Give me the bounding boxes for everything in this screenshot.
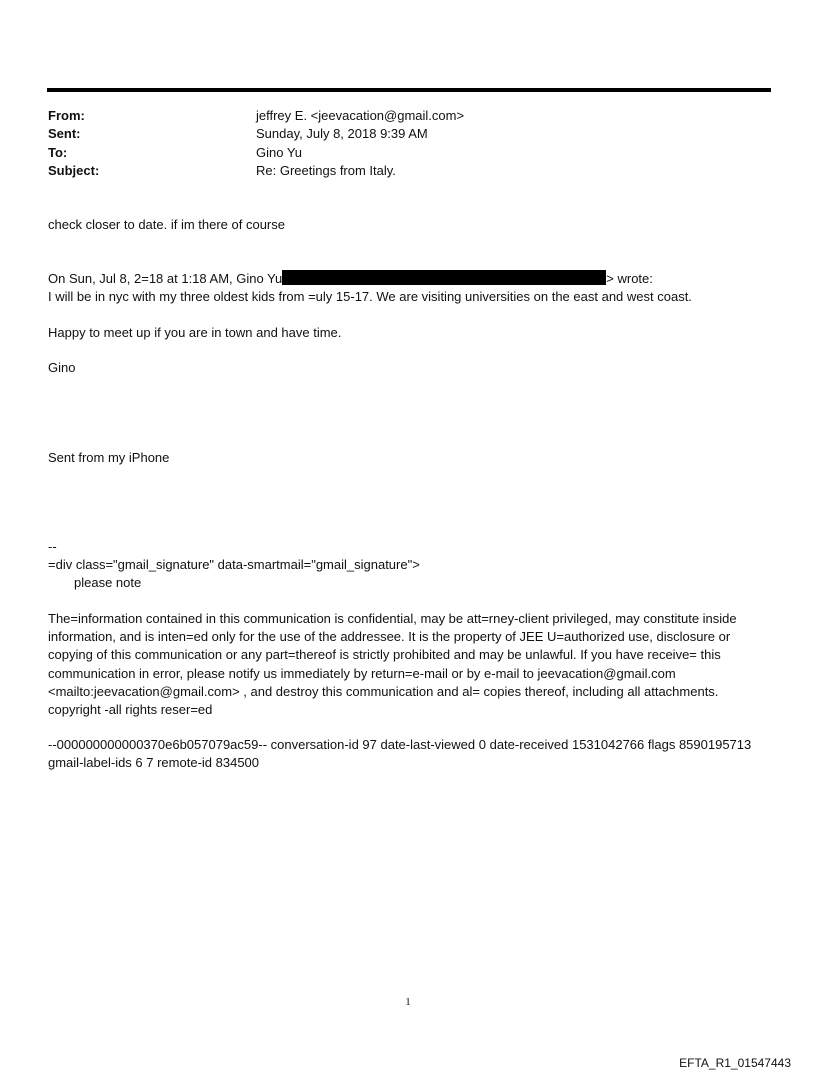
quote-intro-prefix: On Sun, Jul 8, 2=18 at 1:18 AM, Gino Yu: [48, 271, 283, 286]
from-row: [48, 107, 768, 125]
subject-row: [48, 162, 768, 180]
signature-dashes: --: [48, 539, 57, 554]
reply-line: check closer to date. if im there of course: [48, 217, 285, 232]
signature-div-code: =div class="gmail_signature" data-smartmail="gmail_signature">: [48, 557, 420, 572]
message-metadata: --000000000000370e6b057079ac59-- conversation-id 97 date-last-viewed 0 date-received 1531042766 flags 8590195713 gmail-label-ids 6 7 remote-id 834500: [48, 737, 752, 771]
sent-label: Sent:: [48, 126, 81, 141]
quote-intro-suffix: > wrote:: [606, 271, 653, 286]
signature-note: please note: [74, 575, 142, 590]
disclaimer-paragraph: The=information contained in this communication is confidential, may be att=rney-client privileged, may constitute inside information, and is inten=ed only for the use of the addressee. It is the property of JEE U=authorized use, disclosure or copying of this communication or any part=thereof is strictly prohibited and may be unlawful. If you have receive= this communication in error, please notify us immediately by return=e-mail or by e-mail to jeevacation@gmail.com <mailto:jeevacation@gmail.com> , and destroy this communication and al= copies thereof, including all attachments. copyright -all rights reser=ed: [48, 611, 737, 718]
quote-line-2: Happy to meet up if you are in town and have time.: [48, 325, 342, 340]
subject-value: Re: Greetings from Italy.: [256, 163, 396, 178]
page-number: 1: [405, 996, 411, 1008]
to-value: Gino Yu: [256, 145, 303, 160]
sent-from-line: Sent from my iPhone: [48, 450, 170, 465]
sent-value: Sunday, July 8, 2018 9:39 AM: [256, 126, 428, 141]
redaction-bar: [282, 270, 606, 285]
from-value: jeffrey E. <jeevacation@gmail.com>: [256, 108, 465, 123]
bates-number: EFTA_R1_01547443: [679, 1056, 791, 1070]
sent-row: [48, 125, 768, 143]
from-label: From:: [48, 108, 85, 123]
quote-line-1: I will be in nyc with my three oldest kids from =uly 15-17. We are visiting universities on the east and west coast.: [48, 289, 692, 304]
quote-intro: [48, 270, 653, 288]
to-row: [48, 144, 768, 162]
header-rule: [47, 88, 771, 92]
to-label: To:: [48, 145, 68, 160]
quote-signoff: Gino: [48, 360, 76, 375]
subject-label: Subject:: [48, 163, 100, 178]
